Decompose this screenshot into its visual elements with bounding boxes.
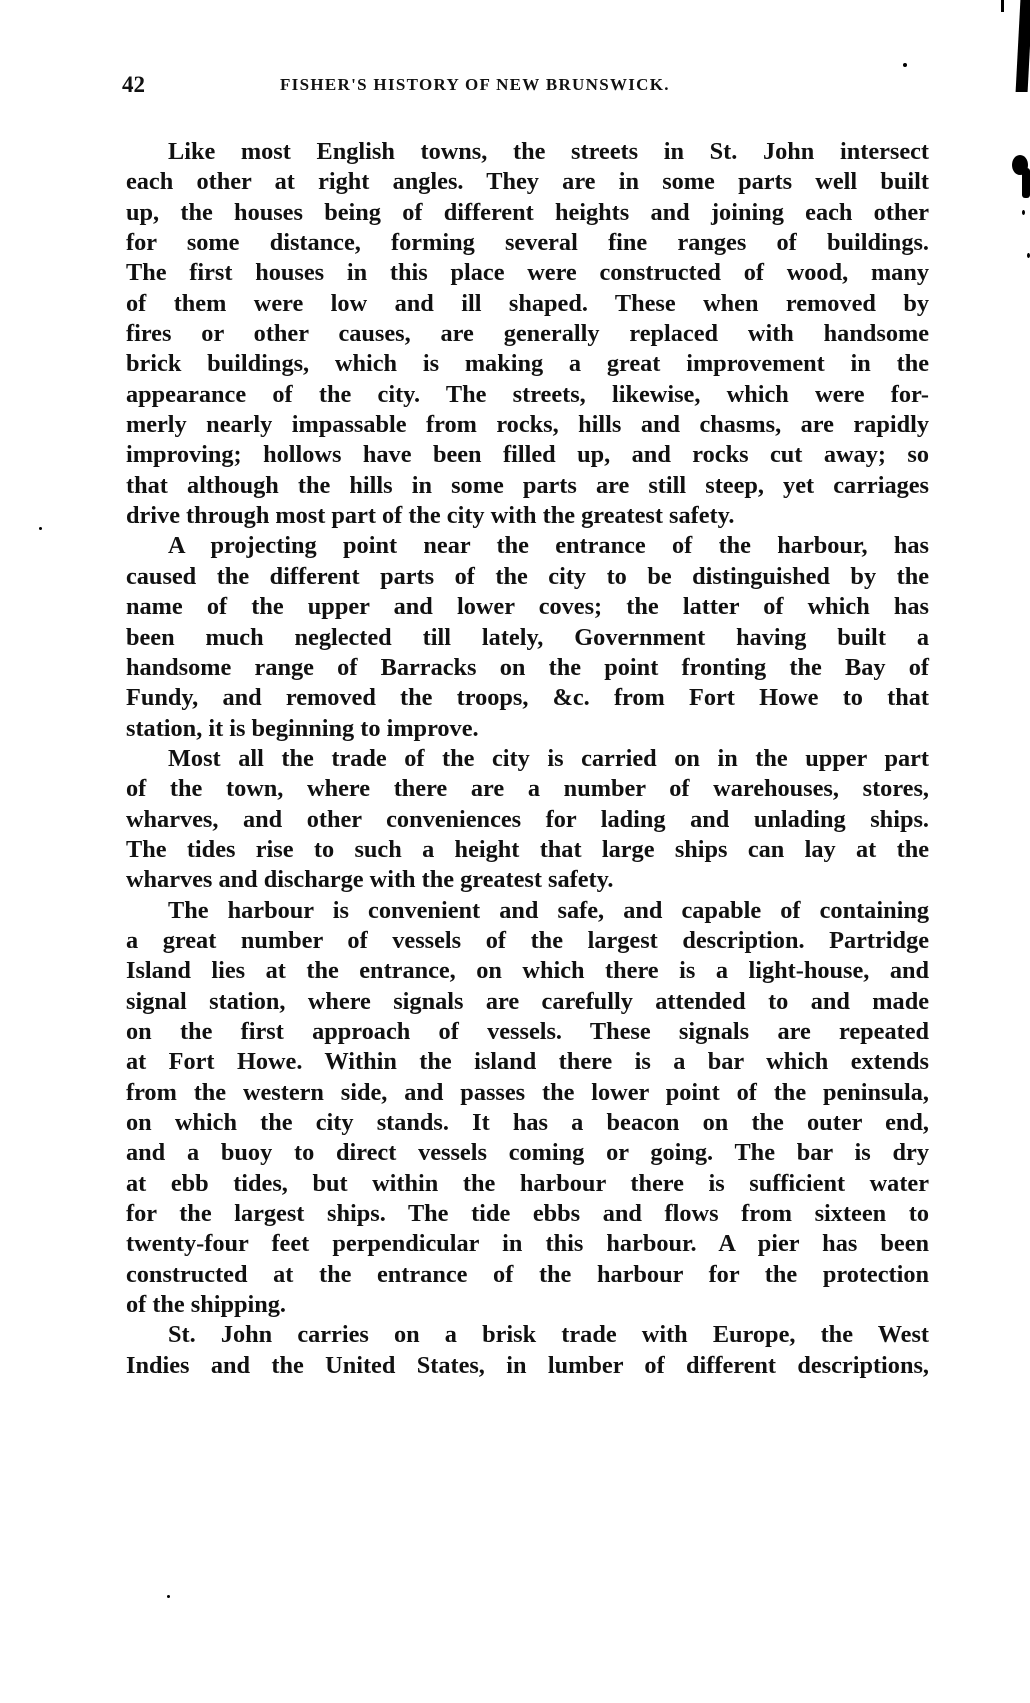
text-line: of them were low and ill shaped. These when removed by xyxy=(126,289,929,317)
text-line: signal station, where signals are carefully attended to and made xyxy=(126,987,929,1015)
text-line: constructed at the entrance of the harbour for the protection xyxy=(126,1260,929,1288)
paragraph xyxy=(126,1320,929,1381)
text-line: that although the hills in some parts are still steep, yet carriages xyxy=(126,471,929,499)
scan-blot-small xyxy=(1022,168,1030,198)
text-line: of the town, where there are a number of warehouses, stores, xyxy=(126,775,929,803)
text-line: and a buoy to direct vessels coming or going. The bar is dry xyxy=(126,1139,929,1167)
text-line: from the western side, and passes the lower point of the peninsula, xyxy=(126,1078,929,1106)
page-number: 42 xyxy=(122,72,145,97)
text-line: on which the city stands. It has a beacon on the outer end, xyxy=(126,1109,929,1136)
text-line: drive through most part of the city with the greatest safety. xyxy=(126,502,735,530)
text-line: appearance of the city. The streets, likewise, which were for- xyxy=(126,380,929,408)
text-line: for some distance, forming several fine ranges of buildings. xyxy=(126,229,929,257)
text-line: improving; hollows have been filled up, and rocks cut away; so xyxy=(126,441,929,469)
body-text xyxy=(126,137,929,1381)
text-line: at Fort Howe. Within the island there is a bar which extends xyxy=(126,1048,929,1076)
text-line: wharves, and other conveniences for lading and unlading ships. xyxy=(126,805,929,833)
scan-speck xyxy=(903,63,907,67)
text-line: A projecting point near the entrance of the harbour, has xyxy=(168,532,929,560)
text-line: St. John carries on a brisk trade with Europe, the West xyxy=(168,1321,929,1349)
text-line: each other at right angles. They are in some parts well built xyxy=(126,168,929,196)
text-line: station, it is beginning to improve. xyxy=(126,714,479,742)
text-line: caused the different parts of the city to be distinguished by the xyxy=(126,562,929,590)
text-line: Island lies at the entrance, on which there is a light-house, and xyxy=(126,957,929,985)
text-line: Fundy, and removed the troops, &c. from Fort Howe to that xyxy=(126,684,929,712)
scan-edge-mark-small xyxy=(1001,0,1004,12)
text-line: merly nearly impassable from rocks, hills and chasms, are rapidly xyxy=(126,411,929,439)
paragraph xyxy=(126,744,929,896)
paragraph xyxy=(126,137,929,531)
text-line: on the first approach of vessels. These signals are repeated xyxy=(126,1017,929,1045)
text-line: fires or other causes, are generally replaced with handsome xyxy=(126,320,929,348)
text-line: a great number of vessels of the largest description. Partridge xyxy=(126,926,929,954)
scan-speck xyxy=(1022,210,1025,215)
text-line: Most all the trade of the city is carried on in the upper part xyxy=(168,744,929,772)
text-line: at ebb tides, but within the harbour there is sufficient water xyxy=(126,1169,929,1197)
text-line: name of the upper and lower coves; the latter of which has xyxy=(126,593,929,621)
scan-edge-mark xyxy=(1016,0,1030,92)
text-line: Indies and the United States, in lumber of different descriptions, xyxy=(126,1351,929,1379)
text-line: wharves and discharge with the greatest safety. xyxy=(126,866,614,894)
paragraph xyxy=(126,896,929,1321)
text-line: of the shipping. xyxy=(126,1291,287,1319)
text-line: for the largest ships. The tide ebbs and flows from sixteen to xyxy=(126,1200,929,1228)
text-line: The first houses in this place were constructed of wood, many xyxy=(126,259,929,287)
paragraph xyxy=(126,531,929,743)
page-header xyxy=(122,72,932,102)
scan-speck xyxy=(167,1595,170,1598)
text-line: up, the houses being of different heights and joining each other xyxy=(126,198,929,226)
scan-speck xyxy=(39,527,42,530)
text-line: twenty-four feet perpendicular in this harbour. A pier has been xyxy=(126,1230,929,1258)
text-line: been much neglected till lately, Government having built a xyxy=(126,623,929,651)
text-line: handsome range of Barracks on the point fronting the Bay of xyxy=(126,653,929,681)
text-line: Like most English towns, the streets in St. John intersect xyxy=(168,138,929,165)
running-title: FISHER'S HISTORY OF NEW BRUNSWICK. xyxy=(280,75,670,94)
text-line: The tides rise to such a height that large ships can lay at the xyxy=(126,835,929,863)
text-line: The harbour is convenient and safe, and capable of containing xyxy=(168,896,929,924)
text-line: brick buildings, which is making a great improvement in the xyxy=(126,350,929,378)
